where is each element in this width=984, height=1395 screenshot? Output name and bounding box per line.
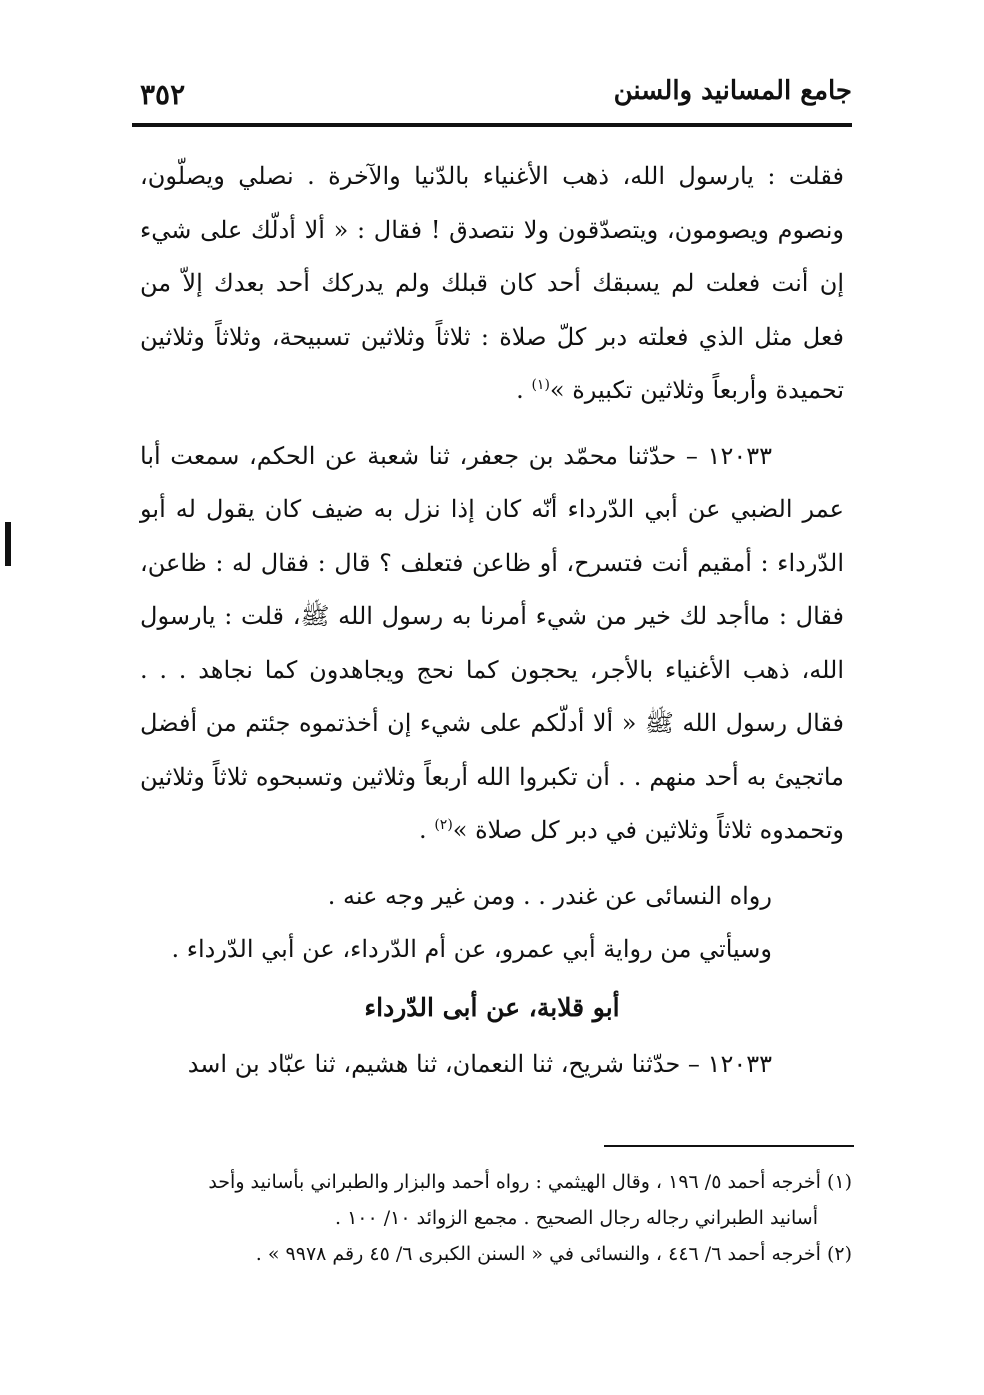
page-number: ٣٥٢ — [140, 78, 186, 111]
paragraph-cross-reference: وسيأتي من رواية أبي عمرو، عن أم الدّرداء، عن أبي الدّرداء . — [171, 935, 772, 963]
book-title: جامع المسانيد والسنن — [613, 76, 852, 106]
section-heading: أبو قلابة، عن أبى الدّرداء — [364, 992, 620, 1022]
paragraph-hadith-12033-a — [140, 430, 844, 858]
paragraph-end: . — [516, 376, 532, 404]
paragraph-hadith-12033-b: ١٢٠٣٣ – حدّثنا شريح، ثنا النعمان، ثنا هشيم، ثنا عبّاد بن اسد — [187, 1050, 772, 1078]
paragraph-text: ١٢٠٣٣ – حدّثنا محمّد بن جعفر، ثنا شعبة عن الحكم، سمعت أبا عمر الضبي عن أبي الدّرداء أنّه كان إذا نزل به ضيف كان يقول له أبو الدّرداء : أمقيم أنت فتسرح، أو ظاعن فتعلف ؟ قال : فقال له : ظاعن، فقال : ماأجد لك خير من شيء أمرنا به رسول الله ﷺ، قلت : يارسول الله، ذهب الأغنياء بالأجر، يحجون كما نحج ويجاهدون كما نجاهد . . . فقال رسول الله ﷺ « ألا أدلّكم على شيء إن أخذتموه جئتم من أفضل ماتجيئ به أحد منهم . . أن تكبروا الله أربعاً وثلاثين وتسبحوه ثلاثاً وثلاثين وتحمدوه ثلاثاً وثلاثين في دبر كل صلاة » — [140, 441, 844, 844]
footnote-1-line-1: (١) أخرجه أحمد ٥/ ١٩٦ ، وقال الهيثمي : رواه أحمد والبزار والطبراني بأسانيد وأحد — [208, 1171, 852, 1193]
footnote-reference-2: (٢) — [434, 817, 453, 833]
paragraph-end: . — [419, 816, 435, 844]
footnote-rule — [604, 1145, 854, 1147]
footnote-2: (٢) أخرجه أحمد ٦/ ٤٤٦ ، والنسائى في « السنن الكبرى ٦/ ٤٥ رقم ٩٩٧٨ » . — [255, 1243, 852, 1265]
scan-margin-mark — [5, 522, 11, 566]
header-rule — [132, 123, 852, 127]
footnote-reference-1: (١) — [531, 377, 550, 393]
footnote-1-line-2: أسانيد الطبراني رجاله رجال الصحيح . مجمع الزوائد ١٠/ ١٠٠ . — [334, 1207, 818, 1229]
paragraph-narration-note: رواه النسائى عن غندر . . ومن غير وجه عنه . — [327, 881, 772, 910]
paragraph-hadith-continuation — [140, 150, 844, 418]
page-header — [132, 76, 852, 120]
main-text — [140, 150, 844, 1092]
footnotes — [140, 1164, 852, 1272]
paragraph-text: فقلت : يارسول الله، ذهب الأغنياء بالدّنيا والآخرة . نصلي ويصلّون، ونصوم ويصومون، ويتصدّقون ولا نتصدق ! فقال : « ألا أدلّك على شيء إن أنت فعلت لم يسبقك أحد كان قبلك ولم يدركك أحد بعدك إلاّ من فعل مثل الذي فعلته دبر كلّ صلاة : ثلاثاً وثلاثين تسبيحة، وثلاثاً وثلاثين تحميدة وأربعاً وثلاثين تكبيرة » — [140, 162, 844, 404]
